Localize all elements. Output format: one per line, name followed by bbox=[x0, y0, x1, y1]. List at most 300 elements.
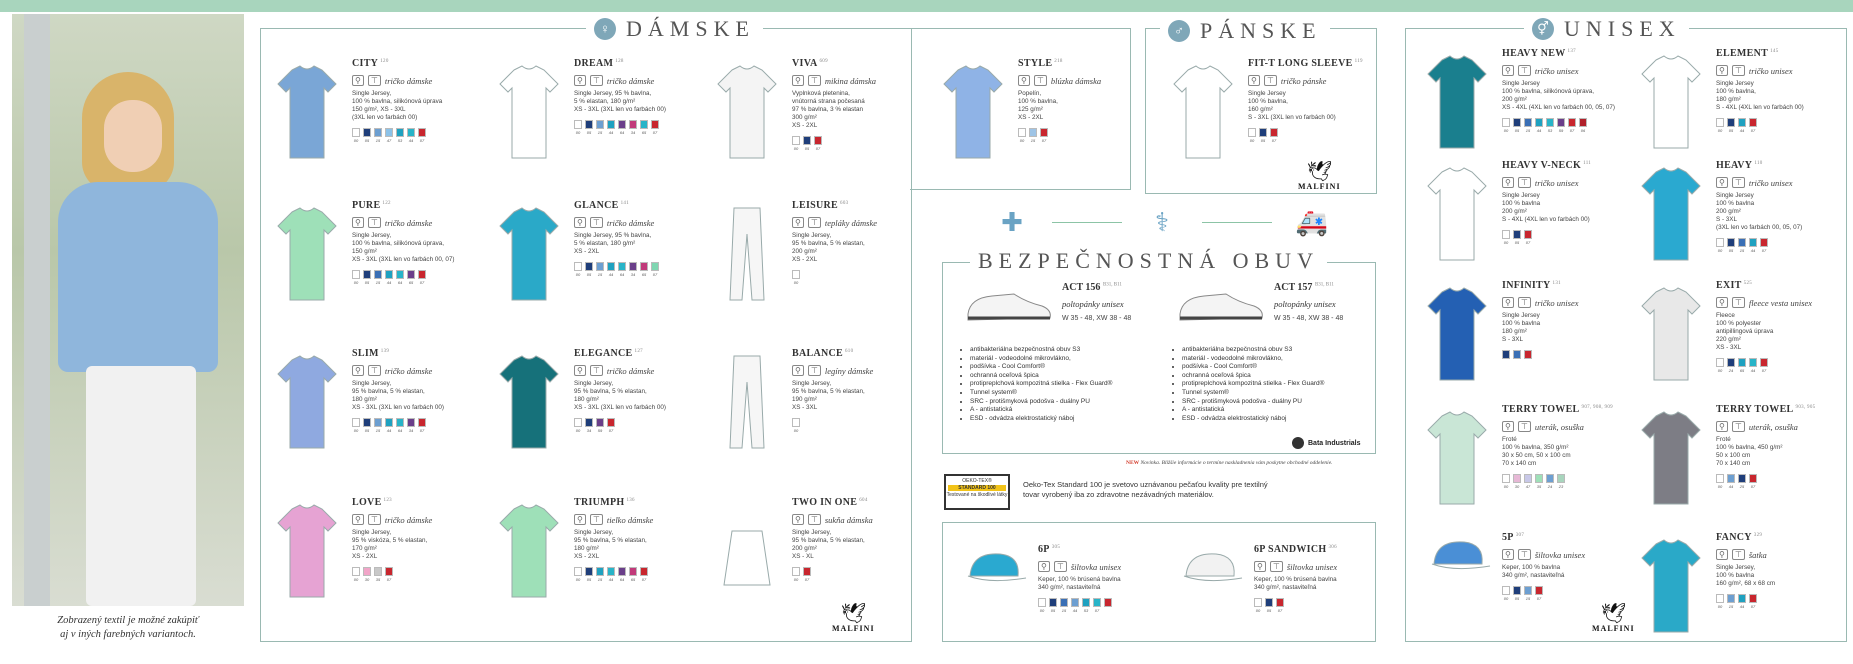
color-swatch[interactable] bbox=[1524, 474, 1532, 483]
color-swatch[interactable] bbox=[1513, 474, 1521, 483]
product-image bbox=[1638, 164, 1704, 264]
color-swatch[interactable] bbox=[363, 567, 371, 576]
unisex-symbol-icon: ⚥ bbox=[1532, 18, 1554, 40]
gender-icon: ⚲ bbox=[574, 75, 586, 86]
product-description: Single Jersey, 95 % bavlna, 5 % elastan, 200 g/m² XS - XL bbox=[792, 529, 865, 560]
product-card[interactable] bbox=[496, 497, 696, 617]
color-swatch[interactable] bbox=[1760, 358, 1768, 367]
color-swatches bbox=[574, 567, 706, 576]
color-code-label: 34 bbox=[630, 130, 636, 135]
color-code-label: 15 bbox=[1728, 604, 1734, 609]
color-swatch[interactable] bbox=[1513, 350, 1521, 359]
color-swatch[interactable] bbox=[1738, 238, 1746, 247]
product-type: ⚲ ⊤ tričko unisex bbox=[1502, 177, 1634, 188]
color-swatch[interactable] bbox=[1502, 474, 1510, 483]
color-swatch[interactable] bbox=[792, 270, 800, 279]
color-swatch[interactable] bbox=[374, 418, 382, 427]
color-swatch[interactable] bbox=[1716, 358, 1724, 367]
shoe-features bbox=[1174, 346, 1382, 423]
product-type: ⚲ ⊤ uterák, osuška bbox=[1716, 421, 1848, 432]
color-swatch[interactable] bbox=[651, 120, 659, 129]
color-swatch[interactable] bbox=[1716, 238, 1724, 247]
color-codes bbox=[1716, 604, 1848, 609]
color-code-label: 00 bbox=[1503, 484, 1509, 489]
color-swatch[interactable] bbox=[1535, 118, 1543, 127]
color-code-label: 06 bbox=[1580, 128, 1586, 133]
gender-icon: ⚲ bbox=[352, 365, 364, 376]
color-code-label: 65 bbox=[408, 280, 414, 285]
color-swatch[interactable] bbox=[385, 128, 393, 137]
color-code-label: 05 bbox=[1728, 248, 1734, 253]
color-swatch[interactable] bbox=[1524, 350, 1532, 359]
color-swatch[interactable] bbox=[1093, 598, 1101, 607]
color-code-label: 00 bbox=[1249, 138, 1255, 143]
garment-icon: ⊤ bbox=[590, 365, 603, 376]
color-swatch[interactable] bbox=[1557, 118, 1565, 127]
color-swatch[interactable] bbox=[1265, 598, 1273, 607]
color-code-label: 07 bbox=[1569, 128, 1575, 133]
color-code-label: 64 bbox=[397, 428, 403, 433]
product-description: Popelín, 100 % bavlna, 125 g/m² XS - 2XL bbox=[1018, 90, 1058, 121]
color-swatch[interactable] bbox=[1727, 594, 1735, 603]
color-code-label: 00 bbox=[353, 428, 359, 433]
product-card[interactable] bbox=[714, 58, 914, 178]
color-swatch[interactable] bbox=[814, 136, 822, 145]
product-name: LEISURE $^{603}$ bbox=[792, 200, 849, 211]
product-image bbox=[496, 62, 562, 162]
product-info bbox=[1248, 58, 1380, 143]
product-card[interactable] bbox=[274, 200, 474, 320]
product-card[interactable] bbox=[496, 200, 696, 320]
color-swatch[interactable] bbox=[396, 128, 404, 137]
product-type: ⚲ ⊤ tričko pánske bbox=[1248, 75, 1380, 86]
color-code-label: 07 bbox=[804, 577, 810, 582]
feature-item: • Tunnel system® bbox=[970, 389, 1170, 398]
color-swatch[interactable] bbox=[363, 270, 371, 279]
product-name: EXIT $^{525}$ bbox=[1716, 280, 1753, 291]
top-accent-bar bbox=[0, 0, 1853, 12]
color-swatch[interactable] bbox=[1502, 230, 1510, 239]
shoe-type: poltopánky unisex bbox=[1274, 299, 1336, 309]
color-swatches bbox=[1716, 358, 1848, 367]
garment-icon: ⊤ bbox=[1732, 297, 1745, 308]
model-photo bbox=[12, 14, 244, 606]
color-code-label: 07 bbox=[1041, 138, 1047, 143]
color-code-label: 15 bbox=[1739, 248, 1745, 253]
product-card[interactable] bbox=[1638, 280, 1838, 400]
product-card[interactable] bbox=[1638, 404, 1838, 524]
color-swatch[interactable] bbox=[1535, 586, 1543, 595]
color-codes bbox=[1502, 240, 1634, 245]
product-name: PURE $^{122}$ bbox=[352, 200, 391, 211]
color-swatch[interactable] bbox=[1749, 358, 1757, 367]
product-description: Single Jersey, 95 % bavlna, 5 % elastan, 180 g/m² XS - 3XL (3XL len vo farbách 00) bbox=[352, 380, 444, 411]
product-name: ELEMENT $^{145}$ bbox=[1716, 48, 1779, 59]
color-swatch[interactable] bbox=[607, 418, 615, 427]
color-swatches bbox=[1502, 118, 1634, 127]
color-swatch[interactable] bbox=[1040, 128, 1048, 137]
color-code-label: 15 bbox=[1525, 128, 1531, 133]
color-swatch[interactable] bbox=[1270, 128, 1278, 137]
color-swatch[interactable] bbox=[396, 270, 404, 279]
color-swatch[interactable] bbox=[792, 136, 800, 145]
product-image bbox=[960, 548, 1026, 648]
feature-item: • ESD - odvádza elektrostatický náboj bbox=[1182, 415, 1382, 424]
garment-icon: ⊤ bbox=[1732, 549, 1745, 560]
gender-icon: ⚲ bbox=[574, 365, 586, 376]
color-swatch[interactable] bbox=[407, 418, 415, 427]
color-swatch[interactable] bbox=[1049, 598, 1057, 607]
gender-icon: ⚲ bbox=[1502, 549, 1514, 560]
male-symbol-icon: ♂ bbox=[1168, 20, 1190, 42]
product-image bbox=[1638, 52, 1704, 152]
color-swatch[interactable] bbox=[1524, 586, 1532, 595]
color-swatch[interactable] bbox=[418, 418, 426, 427]
product-type: ⚲ ⊤ tričko unisex bbox=[1502, 65, 1634, 76]
gender-icon: ⚲ bbox=[352, 514, 364, 525]
feature-item: • protipreplchová kompozitná stielka - Flex Guard® bbox=[970, 380, 1170, 389]
gender-icon: ⚲ bbox=[352, 75, 364, 86]
color-code-label: 05 bbox=[1266, 608, 1272, 613]
color-code-label: 65 bbox=[1739, 368, 1745, 373]
color-swatch[interactable] bbox=[1259, 128, 1267, 137]
color-code-label: 07 bbox=[1761, 368, 1767, 373]
product-card[interactable] bbox=[940, 58, 1140, 178]
product-card[interactable] bbox=[496, 348, 696, 468]
shoe-card[interactable] bbox=[1174, 282, 1374, 432]
color-swatch[interactable] bbox=[596, 418, 604, 427]
color-swatch[interactable] bbox=[1716, 118, 1724, 127]
product-card[interactable] bbox=[1638, 160, 1838, 280]
oeko-tex-label: OEKO-TEX® STANDARD 100 Testované na škodlivé látky bbox=[944, 474, 1010, 510]
color-code-label: 15 bbox=[1061, 608, 1067, 613]
color-code-label: 00 bbox=[575, 428, 581, 433]
color-swatch[interactable] bbox=[1060, 598, 1068, 607]
color-codes bbox=[1502, 128, 1634, 133]
color-swatch[interactable] bbox=[1738, 118, 1746, 127]
color-code-label: 15 bbox=[1030, 138, 1036, 143]
color-swatches bbox=[792, 418, 924, 427]
product-info bbox=[1502, 160, 1634, 245]
color-code-label: 00 bbox=[793, 577, 799, 582]
color-swatch[interactable] bbox=[1524, 230, 1532, 239]
color-swatch[interactable] bbox=[363, 418, 371, 427]
color-swatch[interactable] bbox=[607, 262, 615, 271]
color-swatch[interactable] bbox=[1579, 118, 1587, 127]
product-description: Single Jersey, 95 % bavlna, 5 % elastan, 180 g/m² XS - 3XL (3XL len vo farbách 00) bbox=[574, 380, 666, 411]
color-swatch[interactable] bbox=[803, 567, 811, 576]
product-card[interactable] bbox=[274, 58, 474, 178]
malfini-logo-damske: 🕊 MALFINI bbox=[832, 603, 875, 633]
color-swatch[interactable] bbox=[1535, 474, 1543, 483]
product-info bbox=[1716, 48, 1848, 133]
color-code-label: 00 bbox=[1717, 604, 1723, 609]
color-swatch[interactable] bbox=[1727, 118, 1735, 127]
product-card[interactable] bbox=[1424, 280, 1624, 400]
bata-logo: Bata Industrials bbox=[1292, 437, 1361, 449]
color-swatch[interactable] bbox=[385, 418, 393, 427]
color-swatch[interactable] bbox=[418, 270, 426, 279]
product-card[interactable] bbox=[1170, 58, 1370, 178]
color-swatch[interactable] bbox=[1716, 594, 1724, 603]
color-swatches bbox=[1716, 474, 1848, 483]
color-swatch[interactable] bbox=[1760, 238, 1768, 247]
product-card[interactable] bbox=[714, 348, 914, 468]
product-image bbox=[1638, 536, 1704, 636]
product-info bbox=[792, 200, 924, 285]
color-code-label: 07 bbox=[419, 138, 425, 143]
color-swatch[interactable] bbox=[629, 120, 637, 129]
color-swatch[interactable] bbox=[363, 128, 371, 137]
color-swatch[interactable] bbox=[596, 120, 604, 129]
color-swatch[interactable] bbox=[352, 128, 360, 137]
color-code-label: 05 bbox=[804, 146, 810, 151]
section-title-damske: ♀ DÁMSKE bbox=[586, 16, 763, 42]
color-code-label: 07 bbox=[1750, 128, 1756, 133]
product-card[interactable] bbox=[714, 497, 914, 617]
color-swatch[interactable] bbox=[1727, 358, 1735, 367]
product-name: SLIM $^{139}$ bbox=[352, 348, 390, 359]
color-swatches bbox=[1716, 594, 1848, 603]
product-image bbox=[1424, 52, 1490, 152]
product-image bbox=[714, 204, 780, 304]
product-card[interactable] bbox=[1424, 160, 1624, 280]
gender-icon: ⚲ bbox=[792, 75, 804, 86]
product-card[interactable] bbox=[1638, 48, 1838, 168]
color-swatch[interactable] bbox=[792, 567, 800, 576]
color-code-label: 24 bbox=[1547, 484, 1553, 489]
feature-item: • podšívka - Cool Comfort® bbox=[1182, 363, 1382, 372]
product-type: ⚲ ⊤ tričko dámske bbox=[574, 365, 706, 376]
shoe-name: ACT 156 $^{B31, B11}$ bbox=[1062, 282, 1122, 293]
color-swatch[interactable] bbox=[651, 262, 659, 271]
color-swatch[interactable] bbox=[803, 136, 811, 145]
color-swatch[interactable] bbox=[1738, 474, 1746, 483]
shoe-card[interactable] bbox=[962, 282, 1162, 432]
color-code-label: 00 bbox=[353, 138, 359, 143]
color-swatch[interactable] bbox=[607, 567, 615, 576]
color-swatch[interactable] bbox=[407, 270, 415, 279]
product-image bbox=[1176, 548, 1242, 648]
color-swatch[interactable] bbox=[585, 567, 593, 576]
product-description: Single Jersey, 95 % bavlna, 5 % elastan, 190 g/m² XS - 3XL bbox=[792, 380, 865, 411]
product-image bbox=[496, 501, 562, 601]
color-swatch[interactable] bbox=[385, 567, 393, 576]
product-card[interactable] bbox=[274, 497, 474, 617]
color-code-label: 07 bbox=[1750, 604, 1756, 609]
color-swatch[interactable] bbox=[1749, 594, 1757, 603]
product-card[interactable] bbox=[1424, 48, 1624, 168]
color-swatch[interactable] bbox=[629, 262, 637, 271]
heartbeat-line-icon bbox=[1052, 212, 1122, 232]
color-code-label: 64 bbox=[619, 272, 625, 277]
color-swatch[interactable] bbox=[396, 418, 404, 427]
gender-icon: ⚲ bbox=[1502, 421, 1514, 432]
color-code-label: 15 bbox=[375, 138, 381, 143]
product-card[interactable] bbox=[274, 348, 474, 468]
product-card[interactable] bbox=[1424, 404, 1624, 524]
product-name: HEAVY $^{110}$ bbox=[1716, 160, 1763, 171]
color-swatch[interactable] bbox=[1727, 474, 1735, 483]
gender-icon: ⚲ bbox=[1716, 297, 1728, 308]
color-code-label: 07 bbox=[1277, 608, 1283, 613]
color-swatch[interactable] bbox=[1513, 586, 1521, 595]
product-card[interactable] bbox=[960, 544, 1160, 664]
color-swatch[interactable] bbox=[1513, 230, 1521, 239]
feature-item: • antibakteriálna bezpečnostná obuv S3 bbox=[1182, 346, 1382, 355]
color-swatch[interactable] bbox=[1524, 118, 1532, 127]
garment-icon: ⊤ bbox=[1270, 561, 1283, 572]
color-swatch[interactable] bbox=[1727, 238, 1735, 247]
color-swatch[interactable] bbox=[574, 120, 582, 129]
product-card[interactable] bbox=[1176, 544, 1376, 664]
color-swatch[interactable] bbox=[1082, 598, 1090, 607]
color-codes bbox=[792, 280, 924, 285]
product-description: Fleece 100 % polyester antipillingová úprava 220 g/m² XS - 3XL bbox=[1716, 312, 1774, 351]
color-swatch[interactable] bbox=[374, 270, 382, 279]
color-code-label: 07 bbox=[652, 130, 658, 135]
gender-icon: ⚲ bbox=[792, 217, 804, 228]
color-swatch[interactable] bbox=[1502, 118, 1510, 127]
color-swatch[interactable] bbox=[374, 567, 382, 576]
shoe-features bbox=[962, 346, 1170, 423]
color-swatch[interactable] bbox=[596, 262, 604, 271]
color-swatch[interactable] bbox=[640, 262, 648, 271]
color-swatch[interactable] bbox=[352, 567, 360, 576]
color-code-label: 44 bbox=[1750, 368, 1756, 373]
product-type: ⚲ ⊤ tielko dámske bbox=[574, 514, 706, 525]
color-code-label: 44 bbox=[608, 130, 614, 135]
color-swatch[interactable] bbox=[629, 567, 637, 576]
color-swatch[interactable] bbox=[1738, 594, 1746, 603]
product-info bbox=[574, 497, 706, 582]
color-swatch[interactable] bbox=[1557, 474, 1565, 483]
color-code-label: 05 bbox=[364, 280, 370, 285]
product-card[interactable] bbox=[496, 58, 696, 178]
color-swatch[interactable] bbox=[792, 418, 800, 427]
color-swatch[interactable] bbox=[1038, 598, 1046, 607]
product-image bbox=[940, 62, 1006, 162]
color-code-label: 00 bbox=[353, 280, 359, 285]
color-codes bbox=[1248, 138, 1380, 143]
color-swatches bbox=[1248, 128, 1380, 137]
product-info bbox=[574, 348, 706, 433]
medical-icons-row bbox=[994, 204, 1330, 240]
product-description: Froté 100 % bavlna, 350 g/m² 30 x 50 cm, 50 x 100 cm 70 x 140 cm bbox=[1502, 436, 1571, 467]
color-swatch[interactable] bbox=[585, 418, 593, 427]
color-code-label: 00 bbox=[1039, 608, 1045, 613]
product-description: Single Jersey, 95 % bavlna, 5 % elastan, 180 g/m² XS - 3XL (3XL len vo farbách 00) bbox=[574, 90, 666, 113]
color-swatch[interactable] bbox=[574, 262, 582, 271]
product-info bbox=[1502, 48, 1634, 133]
garment-icon: ⊤ bbox=[1732, 177, 1745, 188]
color-swatch[interactable] bbox=[1502, 586, 1510, 595]
color-code-label: 15 bbox=[375, 428, 381, 433]
gender-icon: ⚲ bbox=[1038, 561, 1050, 572]
color-code-label: 64 bbox=[619, 577, 625, 582]
product-name: 6P SANDWICH $^{306}$ bbox=[1254, 544, 1337, 555]
product-image bbox=[1424, 284, 1490, 384]
color-swatch[interactable] bbox=[1749, 118, 1757, 127]
color-swatch[interactable] bbox=[1104, 598, 1112, 607]
color-code-label: 07 bbox=[419, 280, 425, 285]
color-swatch[interactable] bbox=[1276, 598, 1284, 607]
color-swatch[interactable] bbox=[407, 128, 415, 137]
color-swatch[interactable] bbox=[1738, 358, 1746, 367]
color-code-label: 44 bbox=[1750, 248, 1756, 253]
color-swatch[interactable] bbox=[1546, 118, 1554, 127]
product-card[interactable] bbox=[1638, 532, 1838, 652]
color-swatch[interactable] bbox=[585, 262, 593, 271]
color-codes bbox=[574, 428, 706, 433]
color-swatch[interactable] bbox=[618, 262, 626, 271]
product-card[interactable] bbox=[1424, 532, 1624, 652]
color-swatch[interactable] bbox=[1071, 598, 1079, 607]
gender-icon: ⚲ bbox=[1716, 177, 1728, 188]
product-name: TERRY TOWEL $^{903, 905}$ bbox=[1716, 404, 1816, 415]
product-description: Single Jersey 100 % bavlna 200 g/m² S - 3XL (3XL len vo farbách 00, 05, 07) bbox=[1716, 192, 1803, 231]
color-code-label: 65 bbox=[641, 272, 647, 277]
color-swatch[interactable] bbox=[1513, 118, 1521, 127]
color-code-label: 05 bbox=[1514, 240, 1520, 245]
color-swatches bbox=[352, 567, 484, 576]
color-codes bbox=[352, 428, 484, 433]
color-swatch[interactable] bbox=[1248, 128, 1256, 137]
color-swatch[interactable] bbox=[1749, 474, 1757, 483]
color-swatch[interactable] bbox=[1502, 350, 1510, 359]
product-info bbox=[1502, 404, 1634, 489]
product-image bbox=[1638, 408, 1704, 508]
color-codes bbox=[1716, 248, 1848, 253]
color-swatch[interactable] bbox=[596, 567, 604, 576]
color-swatch[interactable] bbox=[618, 567, 626, 576]
color-swatch[interactable] bbox=[352, 270, 360, 279]
color-swatch[interactable] bbox=[1716, 474, 1724, 483]
color-swatch[interactable] bbox=[574, 567, 582, 576]
color-swatch[interactable] bbox=[1749, 238, 1757, 247]
color-swatch[interactable] bbox=[585, 120, 593, 129]
color-swatch[interactable] bbox=[1546, 474, 1554, 483]
color-code-label: 59 bbox=[597, 428, 603, 433]
color-swatch[interactable] bbox=[1568, 118, 1576, 127]
color-swatch[interactable] bbox=[618, 120, 626, 129]
color-swatch[interactable] bbox=[1018, 128, 1026, 137]
color-swatch[interactable] bbox=[352, 418, 360, 427]
color-swatch[interactable] bbox=[385, 270, 393, 279]
color-swatch[interactable] bbox=[1029, 128, 1037, 137]
color-code-label: 30 bbox=[1514, 484, 1520, 489]
color-code-label: 05 bbox=[1260, 138, 1266, 143]
color-swatches bbox=[1716, 118, 1848, 127]
color-code-label: 35 bbox=[1536, 484, 1542, 489]
color-codes bbox=[352, 280, 484, 285]
color-swatch[interactable] bbox=[1254, 598, 1262, 607]
color-swatch[interactable] bbox=[418, 128, 426, 137]
face-shape bbox=[104, 100, 162, 172]
color-swatch[interactable] bbox=[640, 120, 648, 129]
color-code-label: 00 bbox=[1717, 128, 1723, 133]
product-info bbox=[1018, 58, 1150, 143]
color-code-label: 44 bbox=[386, 280, 392, 285]
color-swatch[interactable] bbox=[640, 567, 648, 576]
color-code-label: 15 bbox=[375, 280, 381, 285]
color-swatch[interactable] bbox=[374, 128, 382, 137]
product-image bbox=[1424, 164, 1490, 264]
color-swatch[interactable] bbox=[574, 418, 582, 427]
product-card[interactable] bbox=[714, 200, 914, 320]
color-code-label: 05 bbox=[586, 130, 592, 135]
color-swatch[interactable] bbox=[607, 120, 615, 129]
